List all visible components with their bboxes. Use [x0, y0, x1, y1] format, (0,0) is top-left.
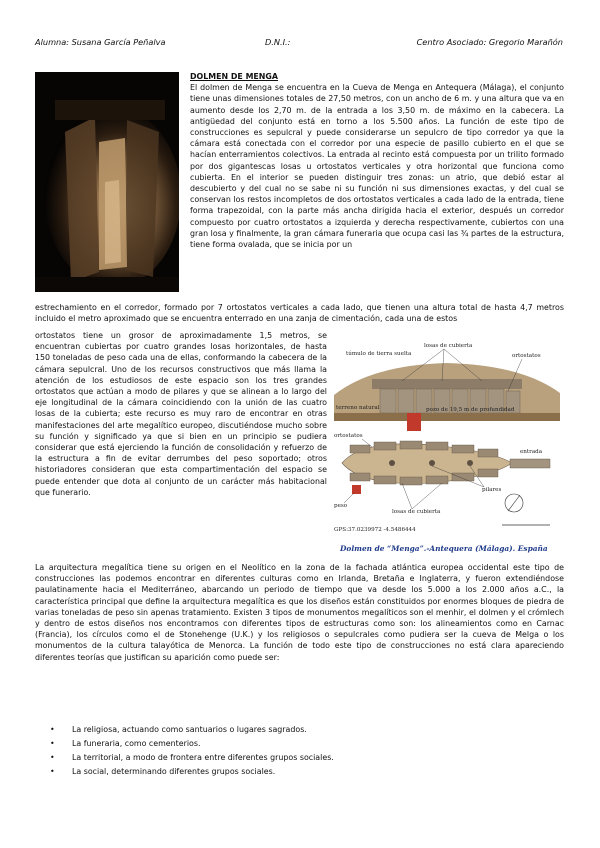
label-losas-plan: losas de cubierta	[392, 509, 441, 515]
label-peso: peso	[334, 503, 348, 509]
plan-corridor	[510, 459, 550, 468]
north-arrow-icon	[505, 494, 523, 512]
label-losas-cubierta: losas de cubierta	[424, 343, 473, 349]
list-item: • La social, determinando diferentes grupos sociales.	[50, 765, 550, 779]
list-item: • La funeraria, como cementerios.	[50, 737, 550, 751]
dolmen-diagram	[332, 335, 562, 561]
intro-paragraph: El dolmen de Menga se encuentra en la Cueva de Menga en Antequera (Málaga), el conjunto tiene unas dimensiones totales de 27,50 metros, con un ancho de 6 m. y una altura que va en aumento desde los 2,70 m. de la entrada a los 3,50 m. de máximo en la cabecera. La antigüedad del conjunto está en torno a los 5.500 años. La función de este tipo de construcciones es sepulcral y puede considerarse un sepulcro de tipo corredor ya que la cámara está conectada con el corredor por una especie de pasillo cubierto en el que se hacían enterramientos colectivos. La entrada al recinto está compuesta por un trilito formado por dos gigantescas losas u ortostatos verticales y otra horizontal que funciona como cubierta. En el interior se pueden distinguir tres zonas: un atrio, que debió estar al descubierto y del cual no se sabe ni su función ni sus dimensiones exactas, y del cual se conservan los restos incompletos de dos ortostatos verticales a cada lado de la entrada, tiene forma trapezoidal, con la parte más ancha dirigida hacia el exterior, después un corredor compuesto por cuatro ortostatos a izquierda y derecha respectivamente, cubiertos con una gran losa y finalmente, la gran cámara funeraria que ocupa casi las ¾ partes de la estructura, tiene forma ovalada, que se inicia por un	[190, 83, 564, 250]
dni-label: D.N.I.:	[265, 37, 291, 47]
intro-block	[190, 71, 564, 250]
dolmen-interior-photo	[35, 72, 179, 292]
bullet-icon: •	[50, 725, 55, 734]
bullet-icon: •	[50, 739, 55, 748]
label-gps: GPS:37.0239972 -4.5486444	[334, 527, 416, 533]
label-terreno: terreno natural	[336, 405, 380, 411]
full-width-text: estrechamiento en el corredor, formado por 7 ortostatos verticales a cada lado, que tienen una altura total de hasta 4,7 metros incluido el metro aproximado que se encuentra enterrado en una zanja de cimentación, cada una de estos	[35, 303, 564, 324]
label-ortostatos-top: ortostatos	[512, 353, 541, 359]
roof-slabs	[372, 379, 522, 389]
diagram-caption: Dolmen de “Menga”.-Antequera (Málaga). España	[340, 544, 548, 553]
list-item: • La territorial, a modo de frontera entre diferentes grupos sociales.	[50, 751, 550, 765]
middle-block	[35, 330, 327, 498]
label-pilares: pilares	[482, 487, 502, 493]
list-item: • La religiosa, actuando como santuarios o lugares sagrados.	[50, 723, 550, 737]
label-tumulo: túmulo de tierra suelta	[346, 351, 412, 357]
full-width-paragraph	[35, 302, 564, 324]
middle-paragraph: ortostatos tiene un grosor de aproximadamente 1,5 metros, se encuentran cubiertas por cuatro grandes losas horizontales, de hasta 150 toneladas de peso cada una de ellas, conformando la cabecera de la cámara sepulcral. Uno de los recursos constructivos que más llama la atención de los estudiosos de este espacio son los tres grandes ortostatos que actúan a modo de pilares y que se alinean a lo largo del eje longitudinal de la cámara coincidiendo con la unión de las cuatro losas de la cubierta; este recurso es muy raro de encontrar en otras manifestaciones del arte megalítico europeo, discutiéndose mucho sobre su función y significado ya que si bien en un principio se pudiera considerar que está ejerciendo la función de consolidación y refuerzo de la estructura a fin de evitar derrumbes del peso soportado; otros historiadores consideran que esta compartimentación del espacio se puede entender que dota al conjunto de un carácter más habitacional que funerario.	[35, 331, 327, 497]
article-title: DOLMEN DE MENGA	[190, 72, 278, 81]
page-header	[35, 37, 563, 49]
study-center: Centro Asociado: Gregorio Marañón	[416, 37, 563, 47]
pozo-shape	[407, 413, 421, 431]
conclusion-block	[35, 562, 564, 663]
terreno-band	[334, 413, 560, 421]
plan-pozo	[352, 485, 361, 494]
theories-list	[50, 723, 550, 779]
bullet-icon: •	[50, 753, 55, 762]
label-entrada: entrada	[520, 449, 543, 455]
conclusion-paragraph: La arquitectura megalítica tiene su origen en el Neolítico en la zona de la fachada atlántica europea occidental este tipo de construcciones las podemos encontrar en diferentes culturas como en Irlanda, Bretaña e Inglaterra, y fueron extendiéndose paulatinamente hacia el Mediterráneo, abarcando un periodo de tiempo que va desde los 5.000 a los 2.000 años a.C., la característica principal que define la arquitectura megalítica es que los diseños están constituidos por enormes bloques de piedra de varias toneladas de peso sin apenas tratamiento. Existen 3 tipos de monumentos megalíticos son el menhir, el dolmen y el crómlech y dentro de estos diseños nos encontramos con diferentes tipos de estructuras como son: los alineamientos como en Carnac (Francia), los círculos como el de Stonehenge (U.K.) y los religiosos o sepulcrales como pudiera ser la cueva de Melga o los monumentos de la cultura talayótica de Menorca. La función de todo este tipo de construcciones no está clara apareciendo diferentes teorías que justifican su aparición como puede ser:	[35, 563, 564, 662]
student-name: Alumna: Susana García Peñalva	[35, 37, 166, 47]
label-ortostatos-plan: ortostatos	[334, 433, 363, 439]
bullet-icon: •	[50, 767, 55, 776]
label-pozo: pozo de 19,5 m de profundidad	[426, 407, 515, 413]
